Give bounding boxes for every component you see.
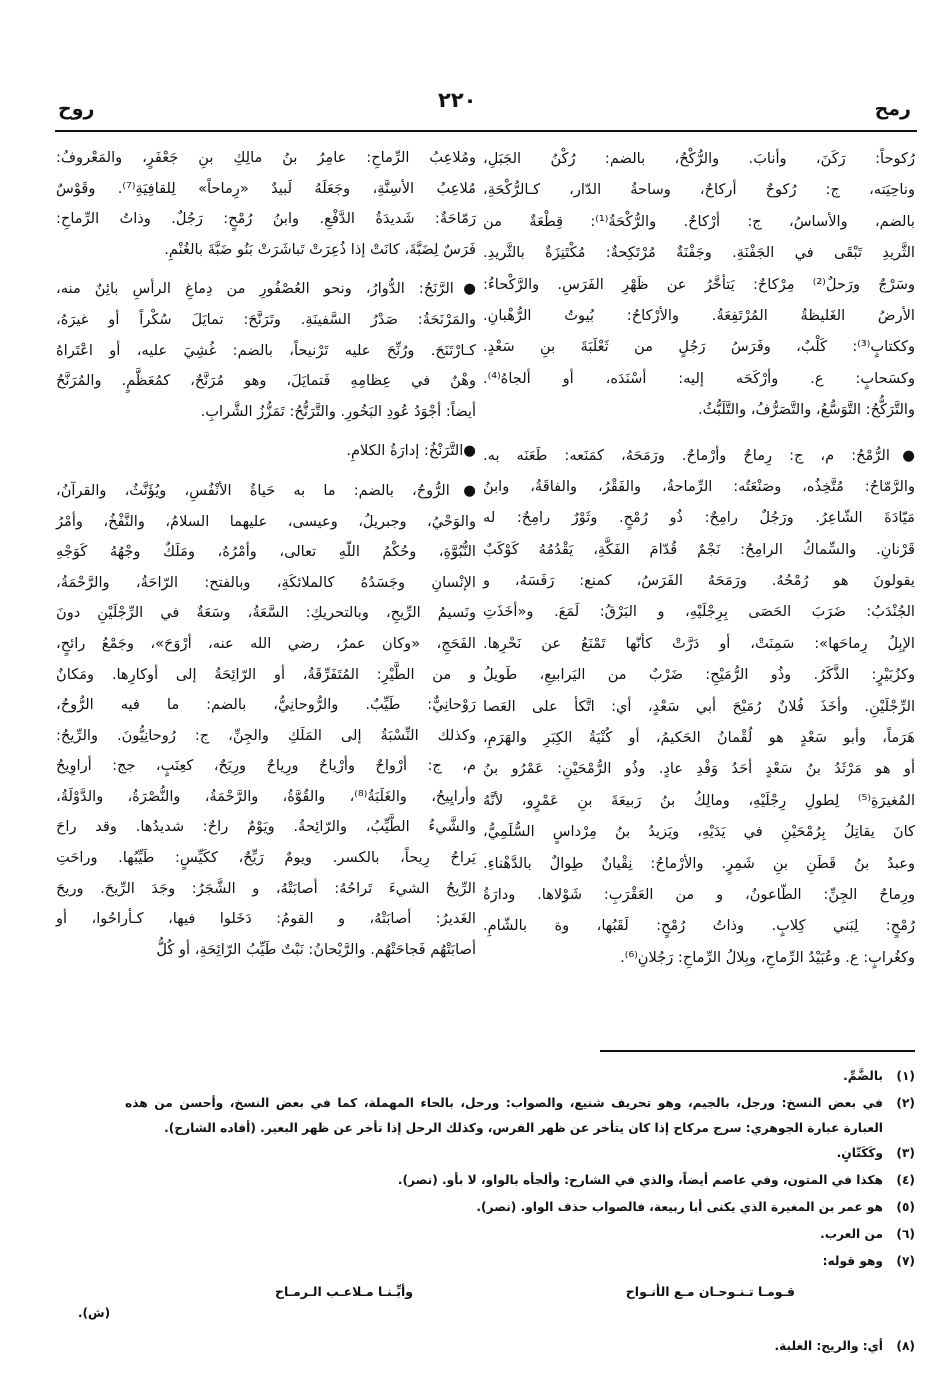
text-line: رَمّاحَةٌ: شَديدَةُ الدَّفْعِ. وابنُ رُمْحٍ: رَجُلٌ. وذاتُ الرِّماحِ: [56,210,476,228]
text-line: والوَحْيُ، وجبريلُ، وعيسى، عليهما السلامُ، والنَّفْخُ، وأمْرُ [56,512,476,530]
text-line: الرِّجْلَيْنِ. وأخَذَ فُلانٌ رُمَيْحَ أبي سَعْدٍ، أي: اتَّكأ على العَصا [483,697,915,715]
text-line: أو هو مَرْثَدُ بنُ سَعْدٍ أحَدُ وَفْدِ عادٍ. وذُو الرُّمْحَيْنِ: عَمْرُو بنُ [483,760,915,778]
text-line: رُكوحاً: رَكَنَ، وأنابَ. والرُّكْحُ، بالضم: رُكْنُ الجَبَلِ، [483,150,915,167]
footnote-number: (٢) [896,1096,915,1110]
header-rule [55,130,917,132]
footnote [125,1064,915,1091]
text-line: بالضم، والأساسُ، ج: أرْكاحٌ. والرُّكْحَةُ⁽¹⁾: قِطْعَةٌ من [483,212,915,230]
verse-first-hemistich: قـومـا تـنـوحـان مـع الأنـواح [625,1284,795,1299]
text-line: الغَديرُ: أصابَتْهُ، و القومُ: دَخَلوا فيها، كـأراحُوا، أو [56,910,476,928]
text-line: هَرَماً، وأبو سَعْدٍ هو لُقْمانُ الحَكيمُ، أو كُنْيَةُ الكِبَرِ والهَرَمِ، [483,729,915,747]
text-line: ومُلاعِبُ الرِّماحِ: عامِرُ بنُ مالِكِ بنِ جَعْفَرٍ، والمَعْروفُ: [56,149,476,166]
entry-paragraph [483,440,915,974]
text-line: الأرضُ الغَليظةُ المُرْتَفِعَةُ. والأرْكاحُ: بُيوتُ الرُّهْبانِ. [483,306,915,324]
entry-paragraph [56,476,476,966]
entry-paragraph [56,143,476,265]
footnote [125,1195,915,1222]
text-line: مَيّادَةَ الشّاعِرُ. ورَجُلٌ رامِحٌ: ذُو رُمْحٍ. وثَوْرٌ رامِحٌ: له [483,509,915,527]
text-line: ●الرَّنَحُ: الدُّوارُ، ونحو العُصْفُورِ من دِماغِ الرأسِ بائِنٌ منه، [56,280,476,298]
text-line: يَراحُ رِيحاً، بالكسر. ويومٌ رَيِّحٌ، ككَيِّسٍ: طَيِّبُها. وراحَتِ [56,849,476,867]
text-line: وهْنٌ في عِظامِهِ فَتمايَلَ، وهو مُرَنَّحٌ، كمُعَظَّمٍ. والمُرَنَّحُ [56,372,476,390]
text-line: أيضاً: أجْوَدُ عُودِ البَخُورِ. والتَّرَنُّحُ: تَمَزُّزُ الشَّرابِ. [200,402,476,420]
text-line: وكزُبَيْرٍ: الذَّكَرُ. وذُو الرُّمَيْحِ: ضَرْبٌ من اليَرابيعِ، طَويلُ [483,666,915,684]
verse [125,1276,915,1299]
footnote-text: في بعض النسخ: ورجل، بالجيم، وهو تحريف شنيع، والصواب: ورحل، بالحاء المهملة، كما في بعض النسخ، وأحسن من هذه العبارة عبارة الجوهري: سرج مركاح إذا كان يتأخر عن ظهر الفرس، وكذلك الرحل إذا تأخر عن ظهر البعير. (أفاده الشارح). [125,1096,883,1135]
text-line: المُغيرَةِ⁽⁵⁾ لِطولِ رِجْلَيْهِ، ومالِكُ بنُ رَبيعَةَ بنِ عَمْرٍو، لأنَّهُ [483,791,915,809]
text-line: وكغُرابٍ: ع. وعُبَيْدُ الرِّماحِ، وبِلالُ الرِّماحِ: رَجُلانِ⁽⁶⁾. [620,948,915,966]
left-column [56,143,476,974]
footnote-8 [125,1334,915,1361]
text-line: ●الرُّمْحُ: م، ج: رِماحٌ وأرْماحٌ. ورَمَحَهُ، كمَنَعه: طَعَنَه به. [483,446,915,464]
entry-paragraph [483,143,915,426]
running-head-left: روح [58,98,95,120]
text-line: والرَّمّاحُ: مُتَّخِذُه، وصَنْعَتُه: الرِّماحةُ، والفَقْرُ، والفاقَةُ، وابنُ [483,477,915,495]
text-line: أصابَتْهُم فَجاحَتْهُم. والرَّيْحانُ: نَبْتٌ طَيِّبُ الرّائِحَةِ، أو كُلُّ [156,940,476,958]
text-line: يقولونَ هو رُمْحُهُ. ورَمَحَهُ الفَرَسُ، كمنع: رَفَسَهُ، و [483,572,915,590]
text-line: وسَرْجٌ ورَحلٌ⁽²⁾ مِرْكاحٌ: يَتأخَّرُ عن ظَهْرِ الفَرَسِ. والرَّكْحاءُ: [483,275,915,293]
text-line: وككتابٍ⁽³⁾: كَلْبٌ، وفَرَسُ رَجُلٍ من ثَعْلَبَةَ بنِ سَعْدٍ. [483,338,915,356]
text-line: النُّبُوَّةِ، وحُكْمُ اللّهِ تعالى، وأمْرُهُ، ومَلَكٌ وجْهُهُ كَوَجْهِ [56,543,476,561]
text-line: كانَ يقاتِلُ بِرُمْحَيْنِ في يَدَيْهِ، ويَزيدُ بنُ مِرْداسٍ السُّلَمِيُّ، [483,823,915,841]
text-line: الجُنْدَبُ: ضَرَبَ الحَصَى بِرِجْلَيْهِ، و البَرْقُ: لَمَعَ. و«أخَذَتِ [483,603,915,621]
text-line: وناحِيَته، ج: رُكوحٌ أركاحٌ، وساحةُ الدّار، كـالرُّكْحَةِ، [483,181,915,199]
footnote-number: (٨) [896,1339,915,1353]
verse-second-hemistich: وأبِّـنـا مـلاعـب الـرمـاح [275,1284,414,1299]
text-line: والتَّرَكُّحُ: التَّوَسُّعُ، والتَّصَرُّفُ، والتَّلَبُّثُ. [697,401,915,419]
page-number: ٢٢٠ [438,88,477,112]
text-line: وعبدُ بنُ قَطَنِ بنِ شَمِرٍ. والأرْماحُ: نِقْيانٌ طِوالٌ بالدَّهْناءِ. [483,854,915,872]
text-line: و من الطَّيْرِ: المُتَفَرِّقَةُ، أو الرّائِحَةُ إلى أوكارِها. ومَكانٌ [56,665,476,683]
right-column [483,143,915,987]
footnote-text: أي: والريح: الغلبة. [774,1339,883,1353]
text-line: والمَرْنَحَةُ: صَدْرُ السَّفينَةِ. وتَرَنَّحَ: تمايَلَ سُكْراً أو غيرَهُ، [56,310,476,328]
footnote [125,1141,915,1168]
text-line: مُلاعِبُ الأسِنَّةِ، وجَعَلَهُ لَبيدٌ «رِماحاً» لِلقافِيَةِ⁽⁷⁾. وقَوْسٌ [56,179,477,197]
text-line: ●التَّرَنْخُ: إدارَةُ الكلامِ. [346,442,476,460]
footnote-number: (١) [896,1069,915,1083]
entry-paragraph [56,436,476,467]
text-line: رُمْحٍ: لِبَني كِلابٍ. وذاتُ رُمْحٍ: لَقَبُها، وة بالشّامِ. [483,917,915,935]
text-line: الثَّريدِ تَبْقَى في الجَفْنَةِ. وجَفْنَةٌ مُرْتَكِحةٌ: مُكْتَنِزَةٌ بالثَّريدِ. [483,244,915,262]
footnote [125,1222,915,1249]
text-line: والشَّيءُ الطَّيِّبُ، والرّائِحةُ. ويَوْمٌ راحٌ: شديدُها. وقد راحَ [56,818,476,836]
text-line: ●الرُّوحُ، بالضم: ما به حَياةُ الأنْفُسِ، ويُؤَنَّثُ، والقرآنُ، [56,481,476,499]
entry-paragraph [56,274,476,427]
footnote-separator [600,1050,915,1052]
footnote-number: (٣) [896,1146,915,1160]
text-line: وأرايِيحُ، والغَلَبَةُ⁽⁸⁾، والقُوَّةُ، والرَّحْمَةُ، والنُّصْرَةُ، والدَّوْلَةُ، [56,787,476,805]
text-line: الرِّيحُ الشيءَ تَراحُهُ: أصابَتْهُ، و الشَّجَرُ: وجَدَ الرِّيحَ. وريحَ [56,879,476,897]
text-line: ورِماحُ الجِنِّ: الطّاعونُ، و من العَقْرَبِ: شَوْلاها. ودارَةُ [483,885,915,903]
running-head-right: رمح [874,98,911,120]
verse-source-note: (ش). [78,1306,111,1320]
footnote-number: (٥) [896,1200,915,1214]
footnote-list [125,1064,915,1276]
text-line: فَرَسٌ لِضَبَّةَ، كانَتْ إذا ذُعِرَتْ تَباشَرَتْ بَنُو ضَبَّةَ بالغُنْمِ. [164,240,476,258]
footnote-text: من العرب. [820,1227,883,1241]
footnote-number: (٦) [896,1227,915,1241]
footnote-number: (٤) [896,1173,915,1187]
text-line: وكسَحابٍ: ع. وأرْكَحَه إليه: أسْنَدَه، أو ألجاهُ⁽⁴⁾. [483,369,915,387]
footnote [125,1091,915,1141]
footnote-text: وكَكَتّانٍ. [836,1146,883,1160]
text-line: وكذلك النِّسْبَةُ إلى المَلَكِ والجِنِّ، ج: رُوحانِيُّونَ. والرِّيحُ: [56,726,476,744]
footnotes [125,1064,915,1299]
footnote-number: (٧) [896,1254,915,1268]
text-line: الإبِلُ رِماحَها»: سَمِنَتْ، أو دَرَّتْ كأنّها تَمْنَعُ عن نَحْرِها. [483,634,915,652]
text-line: كـارْتَنَحَ. ورُنِّحَ عليه تَرْنيحاً، بالضم: غُشِيَ عليه، أو اعْتَراهُ [56,341,476,359]
footnote-text: هو عمر بن المغيرة الذي يكنى أبا ربيعة، فالصواب حذف الواو. (نصر). [476,1200,883,1214]
text-line: الفَحَجِ، «وكان عمرُ، رضي الله عنه، أرْوَحَ»، وجَمْعُ رائحٍ، [56,634,476,652]
text-line: ونَسيمُ الرِّيحِ، وبالتحريكِ: السَّعَةُ، وسَعَةٌ في الرِّجْلَيْنِ دونَ [56,604,476,622]
footnote-text: بالضَّمِّ. [843,1069,883,1083]
text-line: رَوْحانِيٌّ: طَيِّبٌ. والرُّوحانِيُّ، بالضم: ما فيه الرُّوحُ، [56,696,476,714]
text-line: م، ج: أرْواحٌ وأرْياحٌ ورِياحٌ ورِيَحٌ، كعِنَبٍ، جج: أراوِيحُ [56,757,476,775]
text-line: قَرْنانِ. والسِّماكُ الرامِحُ: نَجْمٌ قُدّامَ الفَكَّةِ، يَقْدُمُهُ كَوْكَبٌ [483,540,915,558]
footnote-text: هكذا في المتون، وفي عاصم أيضاً، والذي في الشارح: وألجأه بالواو، لا بأو. (نصر). [397,1173,883,1187]
footnote-text: وهو قوله: [822,1254,883,1268]
footnote [125,1168,915,1195]
text-line: الإنْسانِ وجَسَدُهُ كالملائكَةِ، وبالفتح: الرّاحَةُ، والرَّحْمَةُ، [56,573,476,591]
footnote [125,1249,915,1276]
